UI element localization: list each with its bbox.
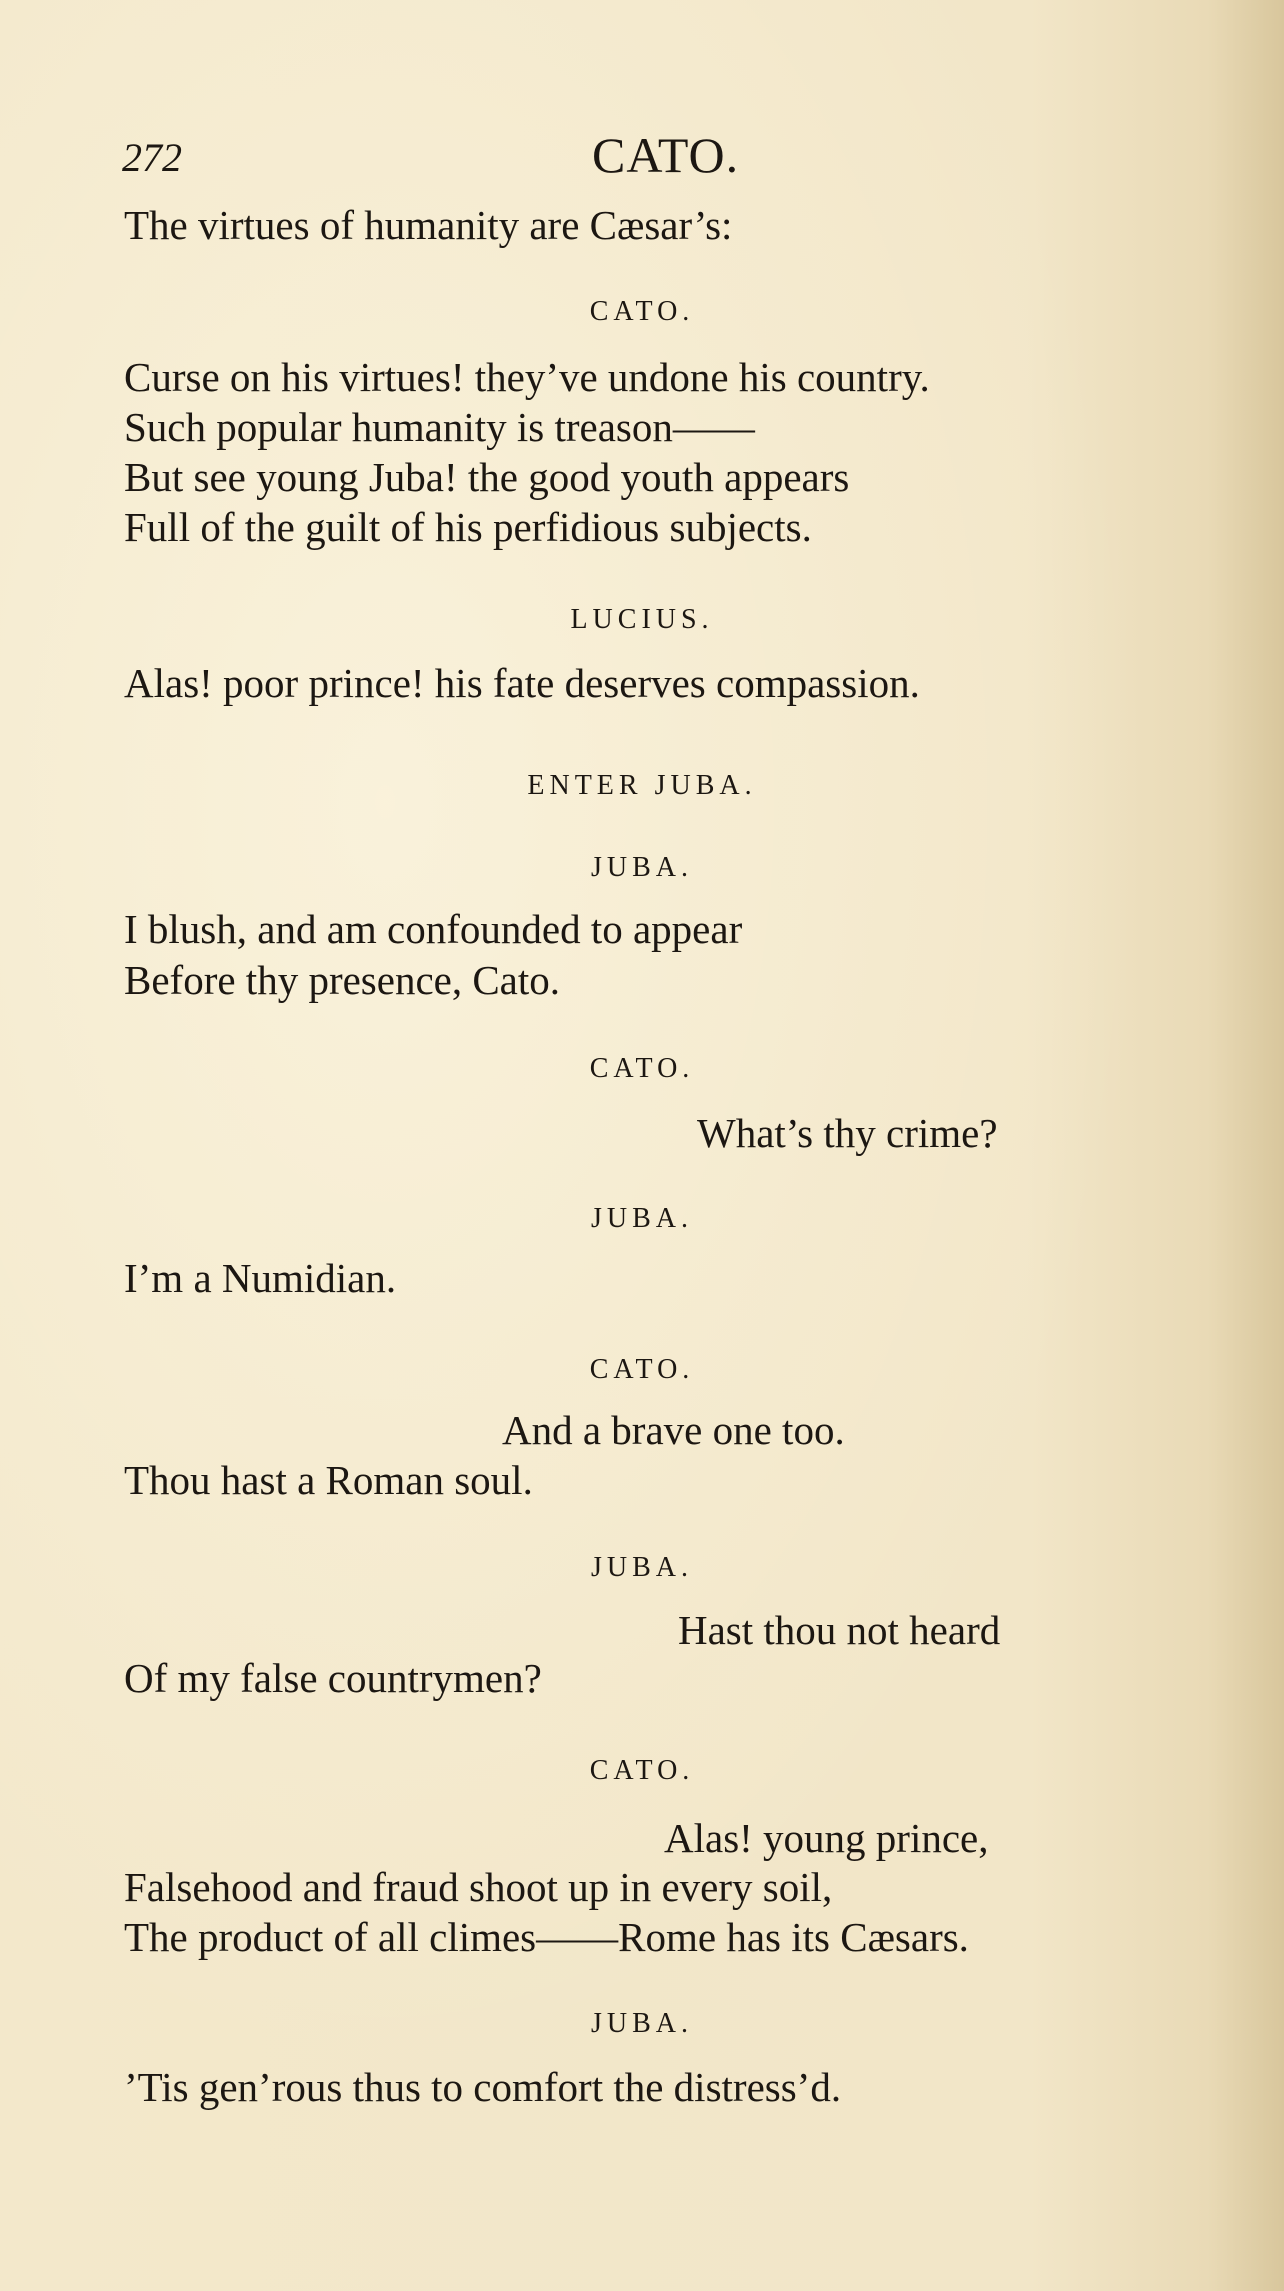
speaker-name: CATO. (589, 1053, 695, 1084)
stage-direction: ENTER JUBA. (527, 770, 757, 801)
verse-line: I blush, and am confounded to appear (124, 906, 743, 952)
verse-line: Before thy presence, Cato. (124, 957, 561, 1003)
verse-line: What’s thy crime? (697, 1110, 998, 1156)
verse-line: Alas! young prince, (664, 1815, 989, 1861)
running-title: CATO. (592, 127, 740, 183)
speaker-name: JUBA. (590, 2008, 693, 2039)
page-number: 272 (122, 135, 182, 180)
verse-line: Curse on his virtues! they’ve undone his country. (124, 354, 930, 400)
speaker-name: JUBA. (590, 1552, 693, 1583)
verse-line: Full of the guilt of his perfidious subjects. (124, 504, 812, 550)
speaker-name: JUBA. (590, 852, 693, 883)
page-header (122, 124, 740, 184)
verse-line: Alas! poor prince! his fate deserves compassion. (124, 660, 920, 706)
speaker-name: CATO. (589, 1354, 695, 1385)
speaker-name: CATO. (589, 1755, 695, 1786)
verse-line: The product of all climes——Rome has its Cæsars. (124, 1914, 969, 1960)
verse-line: Hast thou not heard (678, 1607, 1001, 1653)
verse-line: Thou hast a Roman soul. (124, 1457, 533, 1503)
verse-line: Falsehood and fraud shoot up in every soil, (124, 1864, 833, 1910)
verse-line: ’Tis gen’rous thus to comfort the distress’d. (124, 2064, 842, 2110)
verse-line: Such popular humanity is treason—— (124, 404, 755, 450)
speaker-name: JUBA. (590, 1203, 693, 1234)
verse-line: And a brave one too. (502, 1407, 845, 1453)
speaker-name: LUCIUS. (570, 604, 714, 635)
verse-line: The virtues of humanity are Cæsar’s: (124, 202, 733, 248)
verse-line: Of my false countrymen? (124, 1655, 542, 1701)
verse-line: But see young Juba! the good youth appears (124, 454, 850, 500)
speaker-name: CATO. (589, 296, 695, 327)
verse-line: I’m a Numidian. (124, 1255, 397, 1301)
